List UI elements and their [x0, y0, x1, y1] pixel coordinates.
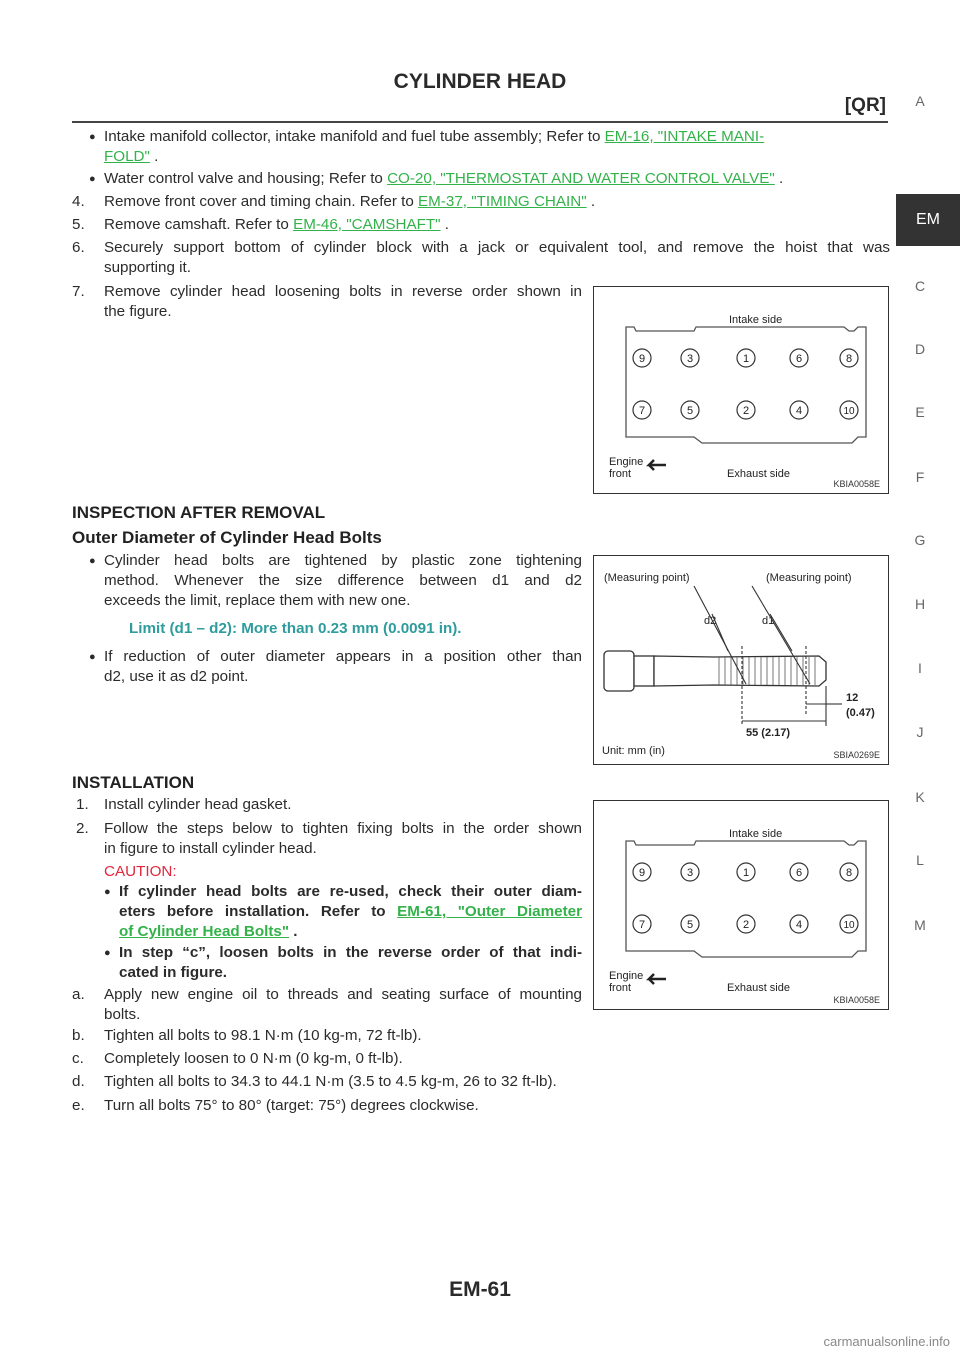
page-title: CYLINDER HEAD: [393, 70, 567, 93]
bullet-intake-manifold-cont: FOLD" .: [104, 148, 159, 165]
intake-side-label: Intake side: [729, 314, 783, 326]
engine-label: Engine: [609, 456, 644, 468]
arrow-left-icon: [649, 974, 666, 984]
step-d: Tighten all bolts to 34.3 to 44.1 N·m (3.5 to 4.5 kg-m, 26 to 32 ft-lb).: [104, 1073, 557, 1090]
bolt-shank: [654, 656, 826, 686]
link-em-37[interactable]: EM-37, "TIMING CHAIN": [418, 193, 587, 210]
link-em-16[interactable]: EM-16, "INTAKE MANI-: [604, 128, 765, 145]
install-1-num: 1.: [76, 796, 89, 813]
bolt-number: 4: [795, 919, 803, 931]
bolt-number: 6: [795, 353, 803, 365]
header-rule: [72, 121, 888, 123]
bolt-order-diagram: [594, 287, 888, 493]
unit-label: Unit: mm (in): [602, 745, 665, 757]
step-c: Completely loosen to 0 N·m (0 kg-m, 0 ft-lb).: [104, 1050, 403, 1067]
figure-code: KBIA0058E: [833, 479, 880, 489]
step-a-num: a.: [72, 986, 85, 1003]
step-7-line1: Remove cylinder head loosening bolts in reverse order shown in: [104, 283, 582, 300]
link-co-20[interactable]: CO-20, "THERMOSTAT AND WATER CONTROL VALVE": [387, 170, 775, 187]
bolt-number: 9: [638, 353, 646, 365]
heading-outer-diameter: Outer Diameter of Cylinder Head Bolts: [72, 528, 382, 547]
link-em-61-cont[interactable]: of Cylinder Head Bolts": [119, 923, 290, 940]
step-7-num: 7.: [72, 283, 85, 300]
bolt-number: 6: [795, 867, 803, 879]
tab-em[interactable]: EM: [896, 194, 960, 246]
step-e-num: e.: [72, 1097, 85, 1114]
step-6-num: 6.: [72, 239, 85, 256]
bolt-number: 5: [686, 919, 694, 931]
tab-l[interactable]: L: [916, 852, 924, 868]
step-4-num: 4.: [72, 193, 85, 210]
bullet-reduction: ● If reduction of outer diameter appears in a position other than d2, use it as d2 point.: [104, 647, 582, 687]
tab-k[interactable]: K: [915, 789, 925, 805]
tab-f[interactable]: F: [915, 469, 925, 485]
step-6-line1: Securely support bottom of cylinder block with a jack or equivalent tool, and remove the hoist that was: [104, 239, 890, 256]
install-2-line2: in figure to install cylinder head.: [104, 840, 317, 857]
step-a-line1: Apply new engine oil to threads and seating surface of mounting: [104, 986, 582, 1003]
bolt-number: 2: [742, 919, 750, 931]
step-c-num: c.: [72, 1050, 84, 1067]
bolt-number: 7: [638, 405, 646, 417]
step-6-line2: supporting it.: [104, 259, 191, 276]
exhaust-side-label: Exhaust side: [727, 982, 790, 994]
tab-i[interactable]: I: [918, 660, 922, 676]
bolt-number: 1: [742, 867, 750, 879]
bolt-number: 5: [686, 405, 694, 417]
dim-12-label: 12: [846, 692, 859, 704]
step-a-line2: bolts.: [104, 1006, 141, 1023]
bolt-number: 7: [638, 919, 646, 931]
bolt-number: 4: [795, 405, 803, 417]
bolt-measuring-diagram: [594, 556, 888, 764]
install-2-num: 2.: [76, 820, 89, 837]
bolt-number: 8: [845, 353, 853, 365]
step-e: Turn all bolts 75° to 80° (target: 75°) degrees clockwise.: [104, 1097, 479, 1114]
step-d-num: d.: [72, 1073, 85, 1090]
figure-code: SBIA0269E: [833, 750, 880, 760]
figure-bolt-measuring: [593, 555, 889, 765]
measuring-point-label: (Measuring point): [604, 572, 690, 584]
heading-inspection: INSPECTION AFTER REMOVAL: [72, 503, 326, 522]
heading-installation: INSTALLATION: [72, 773, 195, 792]
bolt-head: [604, 651, 634, 691]
install-1: Install cylinder head gasket.: [104, 796, 292, 813]
bolt-number: 8: [845, 867, 853, 879]
tab-e[interactable]: E: [915, 404, 925, 420]
watermark: carmanualsonline.info: [823, 1334, 950, 1349]
tab-a[interactable]: A: [915, 93, 925, 109]
figure-code: KBIA0058E: [833, 995, 880, 1005]
dim-55-label: 55 (2.17): [746, 727, 791, 739]
exhaust-side-label: Exhaust side: [727, 468, 790, 480]
bolt-number: 10: [843, 920, 855, 931]
bullet-water-control: ● Water control valve and housing; Refer to CO-20, "THERMOSTAT AND WATER CONTROL VALVE" .: [104, 169, 890, 189]
bullet-plastic-zone: ● Cylinder head bolts are tightened by plastic zone tightening method. Whenever the size difference between d1 and d2 exceeds the limit, replace them with new one.: [104, 551, 582, 611]
bolt-order-diagram: [594, 801, 888, 1009]
step-b: Tighten all bolts to 98.1 N·m (10 kg-m, 72 ft-lb).: [104, 1027, 422, 1044]
caution-label: CAUTION:: [104, 863, 177, 880]
arrow-left-icon: [649, 460, 666, 470]
bolt-number: 2: [742, 405, 750, 417]
bolt-flange: [634, 656, 654, 686]
section-tabs: [894, 0, 960, 960]
tab-c[interactable]: C: [914, 278, 926, 294]
tab-h[interactable]: H: [914, 596, 926, 612]
link-em-16-cont[interactable]: FOLD": [104, 148, 150, 165]
section-code: [QR]: [844, 95, 886, 116]
figure-bolt-order-removal: [593, 286, 889, 494]
link-em-46[interactable]: EM-46, "CAMSHAFT": [293, 216, 441, 233]
bolt-number: 9: [638, 867, 646, 879]
intake-side-label: Intake side: [729, 828, 783, 840]
bullet-intake-manifold: ● Intake manifold collector, intake manifold and fuel tube assembly; Refer to EM-16, "INTAKE MANI-: [104, 127, 890, 147]
figure-bolt-order-install: [593, 800, 889, 1010]
engine-label: Engine: [609, 970, 644, 982]
caution-bullet-step-c: ● In step “c”, loosen bolts in the reverse order of that indi- cated in figure.: [119, 943, 582, 983]
step-b-num: b.: [72, 1027, 85, 1044]
limit-spec: Limit (d1 – d2): More than 0.23 mm (0.0091 in).: [129, 620, 462, 637]
d1-label: d1: [762, 615, 775, 627]
bolt-number: 3: [686, 867, 694, 879]
dim-047-label: (0.47): [846, 707, 875, 719]
tab-d[interactable]: D: [914, 341, 926, 357]
tab-g[interactable]: G: [914, 532, 926, 548]
step-5: Remove camshaft. Refer to EM-46, "CAMSHAFT" .: [104, 216, 450, 233]
step-4: Remove front cover and timing chain. Refer to EM-37, "TIMING CHAIN" .: [104, 193, 596, 210]
front-label: front: [609, 982, 632, 994]
d2-label: d2: [704, 615, 717, 627]
bolt-number: 1: [742, 353, 750, 365]
bolt-number: 10: [843, 406, 855, 417]
caution-bullet-reuse: ● If cylinder head bolts are re-used, check their outer diam- eters before installation. Refer to EM-61, "Outer Diameter of Cylinder Head Bolts" .: [119, 882, 582, 942]
step-5-num: 5.: [72, 216, 85, 233]
measuring-point-label: (Measuring point): [766, 572, 852, 584]
tab-j[interactable]: J: [916, 724, 924, 740]
front-label: front: [609, 468, 632, 480]
link-em-61[interactable]: EM-61, "Outer Diameter: [397, 903, 582, 920]
install-2-line1: Follow the steps below to tighten fixing bolts in the order shown: [104, 820, 582, 837]
page-number: EM-61: [449, 1278, 511, 1301]
step-7-line2: the figure.: [104, 303, 172, 320]
tab-m[interactable]: M: [914, 917, 926, 933]
bolt-number: 3: [686, 353, 694, 365]
